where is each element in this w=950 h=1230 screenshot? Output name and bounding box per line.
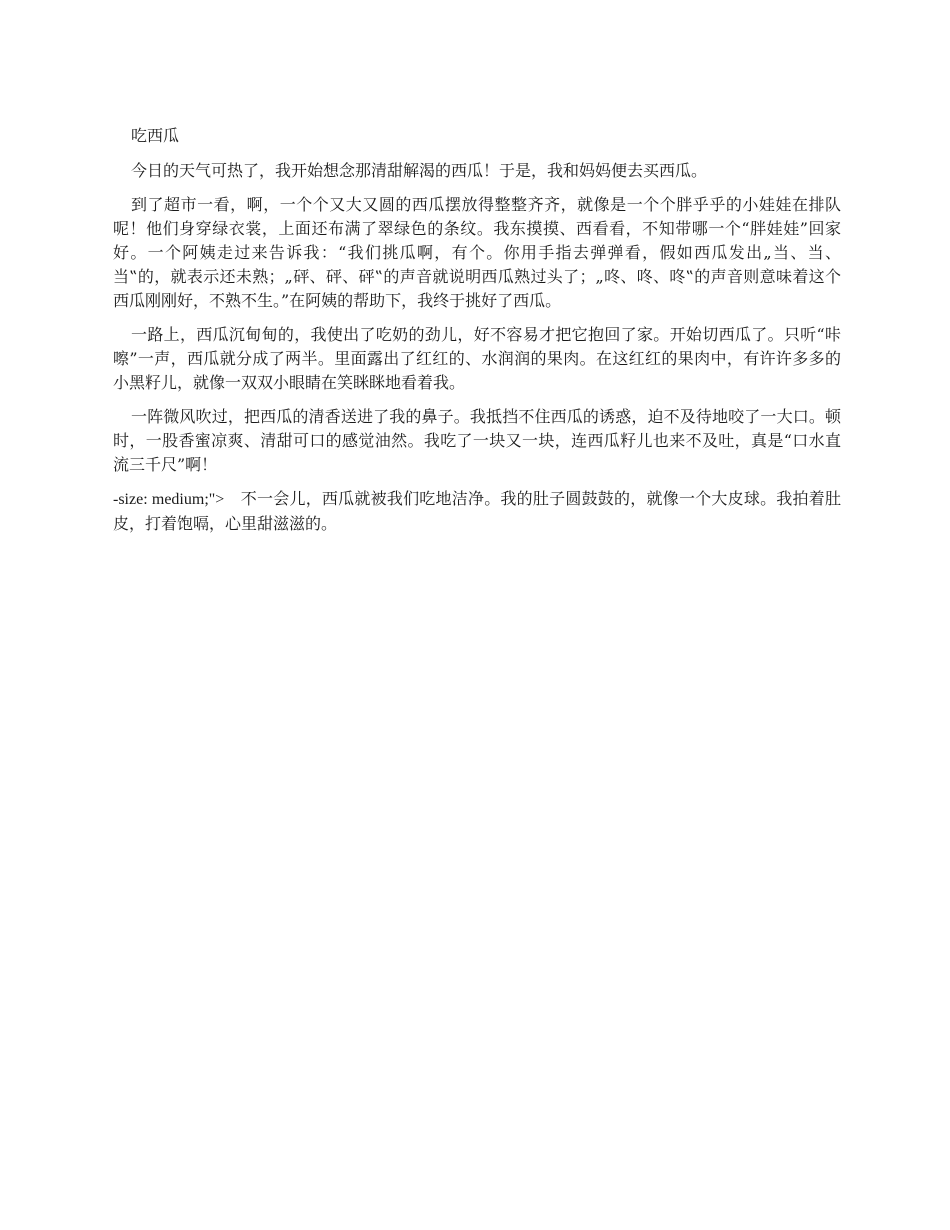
paragraph-5 bbox=[113, 487, 841, 536]
document-title: 吃西瓜 bbox=[131, 126, 180, 145]
paragraph-2: 到了超市一看，啊，一个个又大又圆的西瓜摆放得整整齐齐，就像是一个个胖乎乎的小娃娃在排队呢！他们身穿绿衣裳，上面还布满了翠绿色的条纹。我东摸摸、西看看，不知带哪一个“胖娃娃”回家好。一个阿姨走过来告诉我：“我们挑瓜啊，有个。你用手指去弹弹看，假如西瓜发出„当、当、当‟的，就表示还未熟；„砰、砰、砰‟的声音就说明西瓜熟过头了；„咚、咚、咚‟的声音则意味着这个西瓜刚刚好，不熟不生。”在阿姨的帮助下，我终于挑好了西瓜。 bbox=[113, 195, 841, 310]
document-body bbox=[113, 124, 841, 546]
paragraph-3: 一路上，西瓜沉甸甸的，我使出了吃奶的劲儿，好不容易才把它抱回了家。开始切西瓜了。只听“咔嚓”一声，西瓜就分成了两半。里面露出了红红的、水润润的果肉。在这红红的果肉中，有许许多多的小黑籽儿，就像一双双小眼睛在笑眯眯地看着我。 bbox=[113, 325, 841, 392]
paragraph-5-text: 不一会儿，西瓜就被我们吃地洁净。我的肚子圆鼓鼓的，就像一个大皮球。我拍着肚皮，打着饱嗝，心里甜滋滋的。 bbox=[113, 489, 841, 533]
paragraph-1: 今日的天气可热了，我开始想念那清甜解渴的西瓜！于是，我和妈妈便去买西瓜。 bbox=[131, 161, 708, 180]
markup-artifact-text: -size: medium;"> bbox=[113, 491, 225, 508]
paragraph-4: 一阵微风吹过，把西瓜的清香送进了我的鼻子。我抵挡不住西瓜的诱惑，迫不及待地咬了一大口。顿时，一股香蜜凉爽、清甜可口的感觉油然。我吃了一块又一块，连西瓜籽儿也来不及吐，真是“口水直流三千尺”啊！ bbox=[113, 407, 841, 474]
